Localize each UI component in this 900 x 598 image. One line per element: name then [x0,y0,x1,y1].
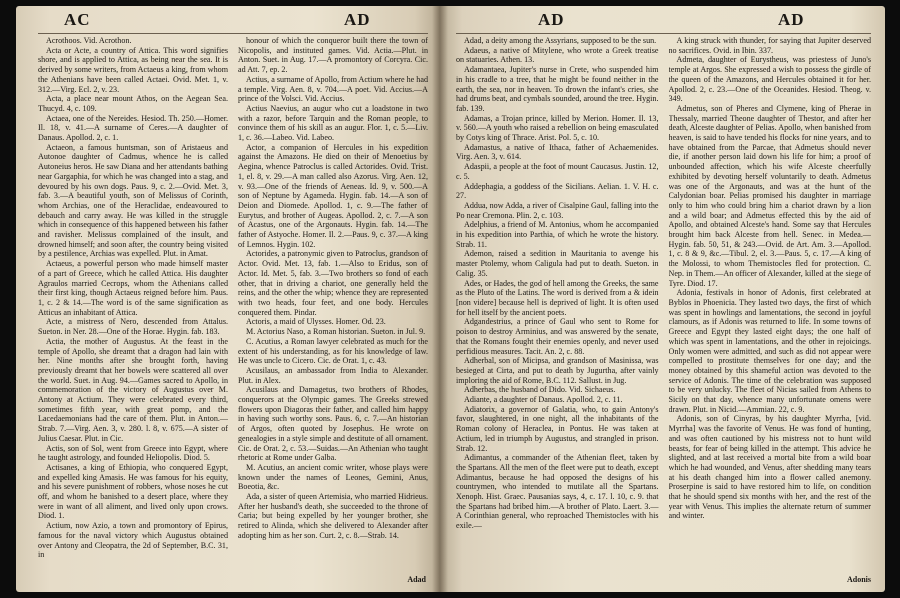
header-rule [38,33,428,34]
dictionary-entry: Acte, a mistress of Nero, descended from Attalus. Sueton. in Ner. 28.—One of the Horae. Hygin. fab. 183. [38,317,228,337]
right-column-2 [669,36,872,570]
left-page [16,6,440,592]
dictionary-entry: Adimantus, a commander of the Athenian fleet, taken by the Spartans. All the men of the fleet were put to death, except Adimantus, because he had opposed the designs of his countrymen, who intended to mutilate all the Spartans. Xenoph. Hist. Graec. Pausanias says, 4, c. 17. l. 10, c. 9. that the Spartans had bribed him.—A brother of Plato. Laert. 3.—A Corinthian general, who reproached Themistocles with his exile.— [456,453,659,531]
dictionary-entry: Adgandestrius, a prince of Gaul who sent to Rome for poison to destroy Arminius, and was answered by the senate, that the Romans fought their enemies openly, and never used perfidious measures. Tacit. An. 2, c. 88. [456,317,659,356]
right-column-1 [456,36,659,570]
dictionary-entry: Actor, a companion of Hercules in his expedition against the Amazons. He died on their of Menoetius by Aegina, whence Patroclus is called Actorides. Ovid. Trist. 1, el. 8, v. 29.—A man called also Azorus. Virg. Aen. 12, v. 93.—One of the friends of Aeneas. Id. 9, v. 500.—A son of Neptune by Agameda. Hygin. fab. 14.—A son of Deion and Diomede. Apollod. 1, c. 9.—The father of Eurytus, and brother of Augeas. Apollod. 2, c. 7.—A son of Acastus, one of the Argonauts. Hygin. fab. 14.—The father of Astyoche. Homer. Il. 2.—Paus. 9, c. 37.—A king of Lemnos. Hygin. 102. [238,142,428,249]
left-running-head-left: AC [64,10,91,29]
dictionary-entry: Acusilaus, an ambassador from India to Alexander. Plut. in Alex. [238,365,428,385]
dictionary-entry: Adamas, a Trojan prince, killed by Merion. Homer. Il. 13, v. 560.—A youth who raised a rebellion on being emasculated by Cotys king of Thrace. Arist. Pol. 5, c. 10. [456,113,659,143]
dictionary-entry: A king struck with thunder, for saying that Jupiter deserved no sacrifices. Ovid. in Ibin. 337. [668,36,871,55]
dictionary-entry: Acta, a place near mount Athos, on the Aegean Sea. Thucyd. 4, c. 109. [38,94,228,113]
dictionary-entry: Actaea, one of the Nereides. Hesiod. Th. 250.—Homer. Il. 18, v. 41.—A surname of Ceres.—A daughter of Danaus. Apollod. 2, c. 1. [38,113,228,143]
dictionary-entry: Actium, now Azio, a town and promontory of Epirus, famous for the naval victory which Augustus obtained over Antony and Cleopatra, the 2d of September, B.C. 31, in [38,521,228,560]
dictionary-entry: Acta or Acte, a country of Attica. This word signifies shore, and is applied to Attica, as being near the sea. It is derived by some writers, from Actaeus a king, from whom the Athenians have been called Actaei. Ovid. Met. 1, v. 312.—Virg. Ecl. 2, v. 23. [38,45,228,94]
dictionary-entry: Ademon, raised a sedition in Mauritania to avenge his master Ptolemy, whom Caligula had put to death. Sueton. in Calig. 35. [456,249,659,278]
dictionary-entry: Actaeon, a famous huntsman, son of Aristaeus and Autonoe daughter of Cadmus, whence he is called Autoneius heros. He saw Diana and her attendants bathing near Gargaphia, for which he was changed into a stag, and devoured by his own dogs. Paus. 9, c. 2.—Ovid. Met. 3, fab. 3.—A beautiful youth, son of Melissus of Corinth, whom Archias, one of the Heraclidae, endeavoured to debauch and carry away. He was killed in the struggle which in consequence of this happened between his father and ravisher. Melissus complained of the insult, and drowned himself; and soon after, the country being visited by a pestilence, Archias was expelled. Plut. in Amat. [38,142,228,259]
dictionary-entry: M. Acutius, an ancient comic writer, whose plays were known under the names of Leones, Gemini, Anus, Boeotia, &c. [238,462,428,492]
dictionary-entry: C. Acutius, a Roman lawyer celebrated as much for the extent of his understanding, as for his knowledge of law. He was uncle to Cicero. Cic. de Orat. 1, c. 43. [238,336,428,366]
catchword: Adonis [846,575,871,584]
dictionary-entry: Actorides, a patronymic given to Patroclus, grandson of Actor. Ovid. Met. 13, fab. 1.—Also to Eridus, son of Actor. Id. Met. 5, fab. 3.—Two brothers so fond of each other, that in driving a chariot, one generally held the reins, and the other the whip; whence they are represented with two heads, four feet, and one body. Hercules conquered them. Pindar. [238,249,428,317]
dictionary-entry: Adaspii, a people at the foot of mount Caucasus. Justin. 12, c. 5. [456,162,659,181]
left-column-1 [38,36,228,570]
dictionary-entry: Adad, a deity among the Assyrians, supposed to be the sun. [464,36,657,45]
dictionary-entry: Actia, the mother of Augustus. At the feast in the temple of Apollo, she dreamt that a dragon had lain with her. Nine months after she brought forth, having previously dreamt that her bowels were scattered all over the world. Suet. in Aug. 94.—Games sacred to Apollo, in commemoration of the victory of Augustus over M. Antony at Actium. They were celebrated every third, sometimes fifth year, with great pomp, and the Lacedaemonians had the care of them. Plut. in Anton.—Strab. 7.—Virg. Aen. 3, v. 280. l. 8, v. 675.—A sister of Julius Caesar. Plut. in Cic. [38,336,228,443]
dictionary-entry: Acrothoos. Vid. Acrothon. [46,36,132,45]
dictionary-entry: Actius, a surname of Apollo, from Actium where he had a temple. Virg. Aen. 8, v. 704.—A poet. Vid. Accius.—A prince of the Volsci. Vid. Accius. [238,74,428,104]
dictionary-entry: Adherbal, son of Micipsa, and grandson of Masinissa, was besieged at Cirta, and put to death by Jugurtha, after vainly imploring the aid of Rome, B.C. 112. Sallust. in Jug. [456,356,659,385]
dictionary-entry: Adamantaea, Jupiter's nurse in Crete, who suspended him in his cradle to a tree, that he might be found neither in the earth, the sea, nor in heaven. To drown the infant's cries, she had drums beat, and cymbals sounded, around the tree. Hygin. fab. 139. [456,65,659,113]
dictionary-entry: Ades, or Hades, the god of hell among the Greeks, the same as the Pluto of the Latins. The word is derived from a & idein [non videre] because hell is deprived of light. It is often used for hell itself by the ancient poets. [456,278,659,317]
book-gutter [432,6,448,592]
dictionary-entry: Addephagia, a goddess of the Sicilians. Aelian. 1. V. H. c. 27. [456,181,659,201]
left-running-head-right: AD [344,10,371,29]
catchword: Adad [407,575,426,584]
dictionary-entry: honour of which the conqueror built there the town of Nicopolis, and instituted games. Vid. Actia.—Plut. in Anton. Suet. in Aug. 17.—A promontory of Corcyra. Cic. ad Att. 7, ep. 2. [238,36,428,75]
dictionary-entry: Adiante, a daughter of Danaus. Apollod. 2, c. 11. [464,395,623,405]
right-running-head-left: AD [538,10,565,29]
dictionary-entry: Adiatorix, a governor of Galatia, who, to gain Antony's favor, slaughtered, in one night, all the inhabitants of the Roman colony of Heraclea, in Pontus. He was taken at Actium, led in triumph by Augustus, and strangled in prison. Strab. 12. [456,404,659,453]
dictionary-entry: Adaeus, a native of Mitylene, who wrote a Greek treatise on statuaries. Athen. 13. [456,45,659,65]
dictionary-entry: Adelphius, a friend of M. Antonius, whom he accompanied in his expedition into Parthia, of which he wrote the history. Strab. 11. [456,220,659,249]
dictionary-entry: Adonis, son of Cinyras, by his daughter Myrrha, [vid. Myrrha] was the favorite of Venus. He was fond of hunting, and was often cautioned by his mistress not to hunt wild beasts, for fear of being killed in the attempt. This advice he slighted, and at last received a mortal bite from a wild boar which he had wounded, and Venus, after shedding many tears at his death changed him into a flower called anemony. Proserpine is said to have restored him to life, on condition that he should spend six months with her, and the rest of the year with Venus. This implies the alternate return of summer and winter. [668,414,871,521]
dictionary-entry: Adonia, festivals in honor of Adonis, first celebrated at Byblos in Phoenicia. They lasted two days, the first of which was spent in howlings and lamentations, the second in joyful clamours, as if Adonis was returned to life. In some towns of Greece and Egypt they lasted eight days; the one half of which was spent in lamentations, and the other in rejoicings. Only women were admitted, and such as did not appear were compelled to prostitute themselves for one day; and the money obtained by this shameful action was devoted to the service of Adonis. The time of the celebration was supposed to be very unlucky. The fleet of Nicias sailed from Athens to Sicily on that day, whence many unfortunate omens were drawn. Plut. in Nicid.—Ammian. 22, c. 9. [668,288,871,414]
dictionary-entry: Ada, a sister of queen Artemisia, who married Hidrieus. After her husband's death, she succeeded to the throne of Caria; but being expelled by her younger brother, she retired to Alinda, which she delivered to Alexander after adopting him as her son. Curt. 2, c. 8.—Strab. 14. [238,492,428,540]
dictionary-entry: Adamastus, a native of Ithaca, father of Achaemenides. Virg. Aen. 3, v. 614. [456,142,659,162]
header-rule [456,33,871,34]
left-column-2 [238,36,428,570]
dictionary-entry: Actis, son of Sol, went from Greece into Egypt, where he taught astrology, and founded Heliopolis. Diod. 5. [38,443,228,463]
dictionary-entry: Acusilaus and Damagetus, two brothers of Rhodes, conquerors at the Olympic games. The Greeks strewed flowers upon Diagoras their father, and called him happy in having such worthy sons. Paus. 6, c. 7.—An historian of Argos, often quoted by Josephus. He wrote on genealogies in a style simple and destitute of all ornament. Cic. de Orat. 2, c. 53.—Suidas.—An Athenian who taught rhetoric at Rome under Galba. [238,385,428,463]
dictionary-entry: Actaeus, a powerful person who made himself master of a part of Greece, which he called Attica. His daughter Agraulos married Cecrops, whom the Athenians called their first king, though Actaeus reigned before him. Paus. 1, c. 2 & 14.—The word is of the same signification as Atticus an inhabitant of Attica. [38,259,228,317]
dictionary-entry: Admeta, daughter of Eurystheus, was priestess of Juno's temple at Argos. She expressed a wish to possess the girdle of the queen of the Amazons, and Hercules obtained it for her. Apollod. 2, c. 23.—One of the Oceanides. Hesiod. Theog. v. 349. [668,55,871,104]
dictionary-entry: Admetus, son of Pheres and Clymene, king of Pherae in Thessaly, married Theone daughter of Thestor, and after her death, Alceste daughter of Pelias. Apollo, when banished from heaven, is said to have tended his flocks for nine years, and to have obtained from the Parcae, that Admetus should never die, if another person laid down his life for him; a proof of unbounded affection, which his wife Alceste cheerfully exhibited by devoting herself voluntarily to death. Admetus was one of the Argonauts, and was at the hunt of the Calydonian boar. Pelias promised his daughter in marriage only to him who could bring him a chariot drawn by a lion and a wild boar; and Admetus effected this by the aid of Apollo, and obtained Alceste's hand. Some say that Hercules brought him back Alceste from hell. Senec. in Medea.—Hygin. fab. 50, 51, & 243.—Ovid. de Art. Am. 3.—Apollod. 1, c. 8 & 9, &c.—Tibul. 2, el. 3.—Paus. 5, c. 17.—A king of the Molossi, to whom Themistocles fled for protection. C. Nep. in Them.—An officer of Alexander, killed at the siege of Tyre. Diod. 17. [668,103,871,288]
dictionary-entry: Addua, now Adda, a river of Cisalpine Gaul, falling into the Po near Cremona. Plin. 2, c. 103. [456,200,659,220]
dictionary-entry: Adherbas, the husband of Dido. Vid. Sichaeus. [464,385,616,395]
right-page [440,6,885,592]
dictionary-entry: Actisanes, a king of Ethiopia, who conquered Egypt, and expelled king Amasis. He was famous for his equity, and his severe punishment of robbers, whose noses he cut off, and whom he banished to a desert place, where they were in want of all aliment, and lived only upon crows. Diod. 1. [38,462,228,521]
dictionary-entry: Actius Naevius, an augur who cut a loadstone in two with a razor, before Tarquin and the Roman people, to convince them of his skill as an augur. Flor. 1, c. 5.—Liv. 1, c. 36.—Labeo. Vid. Labeo. [238,103,428,143]
dictionary-entry: M. Actorius Naso, a Roman historian. Sueton. in Jul. 9. [246,327,426,337]
right-running-head-right: AD [778,10,805,29]
dictionary-entry: Actoris, a maid of Ulysses. Homer. Od. 23. [246,317,386,327]
